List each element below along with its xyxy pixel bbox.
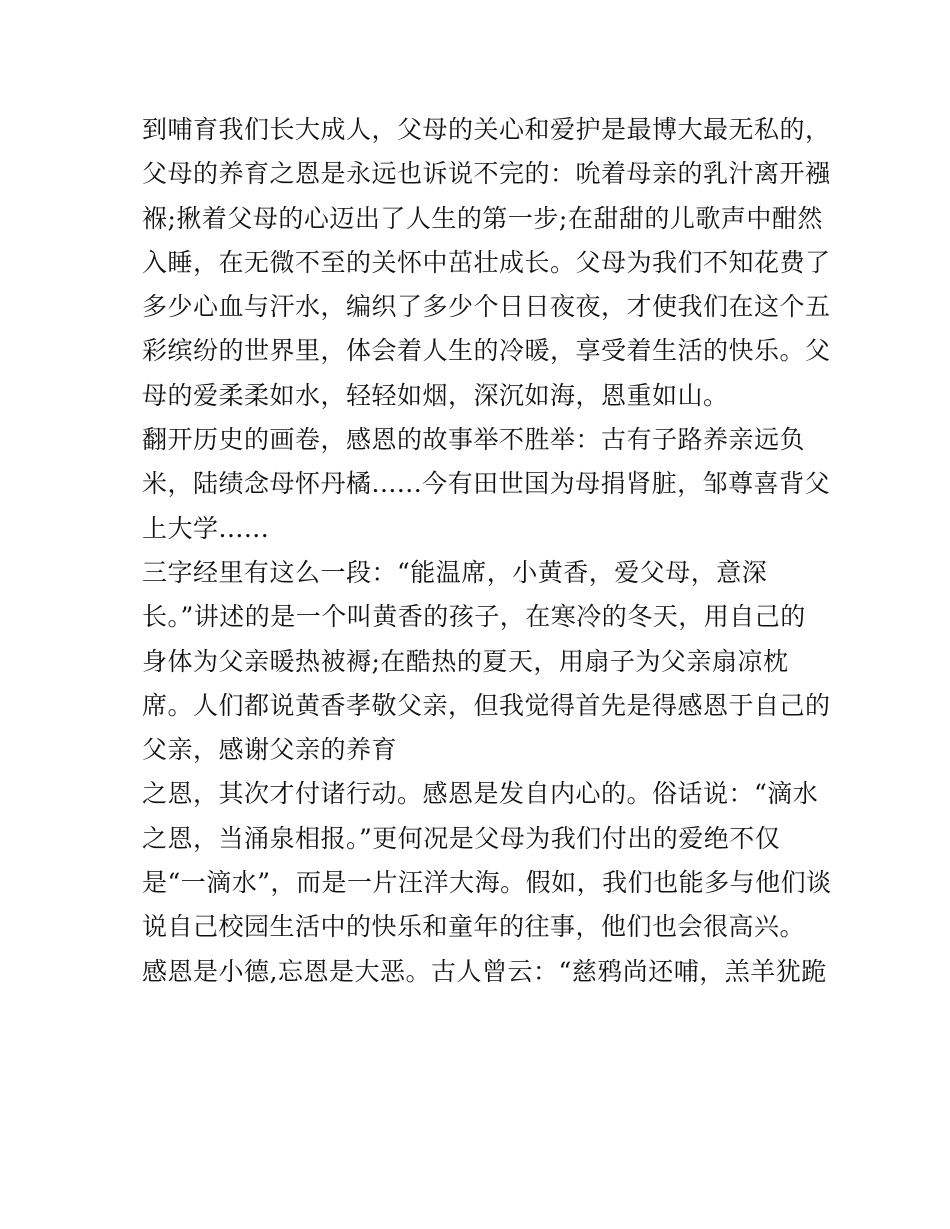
text-line: 是“一滴水”，而是一片汪洋大海。假如，我们也能多与他们谈 — [142, 868, 832, 898]
text-line: 之恩，当涌泉相报。”更何况是父母为我们付出的爱绝不仅 — [142, 823, 781, 853]
text-line: 多少心血与汗水，编织了多少个日日夜夜，才使我们在这个五 — [142, 292, 831, 322]
body-text — [142, 108, 832, 994]
text-line: 父亲，感谢父亲的养育 — [142, 735, 398, 765]
text-line: 米，陆绩念母怀丹橘......今有田世国为母捐肾脏，邹尊喜背父 — [142, 469, 831, 499]
text-line: 长。”讲述的是一个叫黄香的孩子，在寒冷的冬天，用自己的 — [142, 602, 806, 632]
text-line: 上大学...... — [142, 513, 270, 543]
text-line: 之恩，其次才付诸行动。感恩是发自内心的。俗话说：“滴水 — [142, 779, 819, 809]
text-line: 母的爱柔柔如水，轻轻如烟，深沉如海，恩重如山。 — [142, 380, 729, 410]
text-line: 席。人们都说黄香孝敬父亲，但我觉得首先是得感恩于自己的 — [142, 690, 831, 720]
text-line: 三字经里有这么一段：“能温席，小黄香，爱父母，意深 — [142, 557, 768, 587]
text-line: 感恩是小德,忘恩是大恶。古人曾云：“慈鸦尚还哺，羔羊犹跪 — [142, 956, 827, 986]
text-line: 到哺育我们长大成人，父母的关心和爱护是最博大最无私的， — [142, 115, 831, 144]
text-line: 说自己校园生活中的快乐和童年的往事，他们也会很高兴。 — [142, 912, 806, 942]
text-line: 身体为父亲暖热被褥;在酷热的夏天，用扇子为父亲扇凉枕 — [142, 646, 789, 676]
text-line: 彩缤纷的世界里，体会着人生的冷暖，享受着生活的快乐。父 — [142, 336, 831, 366]
text-line: 褓;揪着父母的心迈出了人生的第一步;在甜甜的儿歌声中酣然 — [142, 203, 823, 233]
text-line: 父母的养育之恩是永远也诉说不完的：吮着母亲的乳汁离开襁 — [142, 159, 831, 189]
text-line: 翻开历史的画卷，感恩的故事举不胜举：古有子路养亲远负 — [142, 425, 806, 455]
text-line: 入睡，在无微不至的关怀中茁壮成长。父母为我们不知花费了 — [142, 247, 831, 277]
